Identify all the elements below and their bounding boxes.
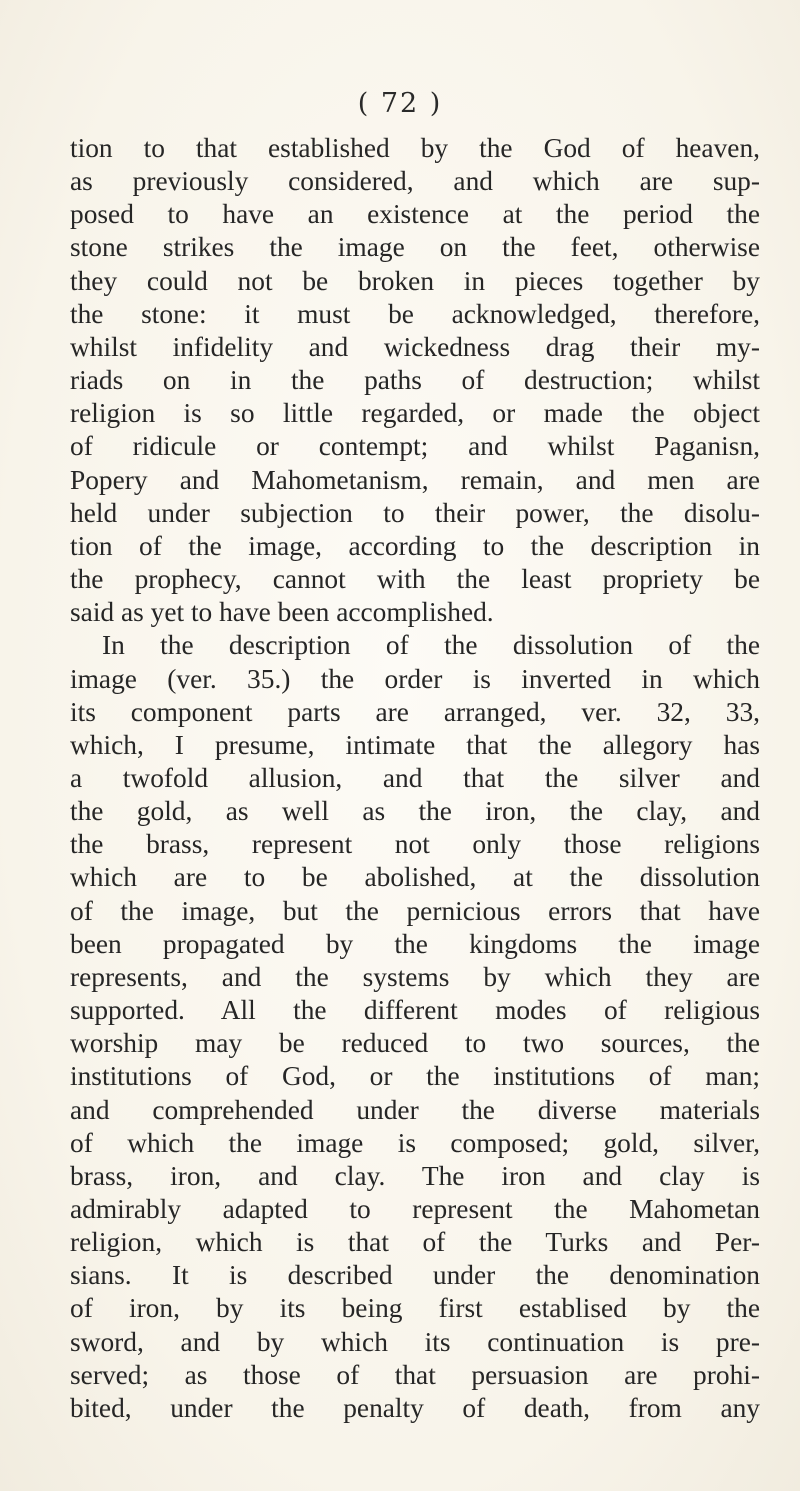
text-line: been propagated by the kingdoms the image — [70, 928, 760, 959]
text-line: and comprehended under the diverse materials — [70, 1094, 760, 1125]
text-line: image (ver. 35.) the order is inverted in which — [70, 663, 760, 694]
text-line: sians. It is described under the denomination — [70, 1260, 760, 1291]
text-line: tion of the image, according to the description in — [70, 530, 760, 561]
text-line: served; as those of that persuasion are prohi- — [70, 1359, 760, 1390]
page-body-text — [70, 132, 760, 1425]
text-line: of which the image is composed; gold, silver, — [70, 1127, 760, 1158]
text-line: of iron, by its being first establised by the — [70, 1293, 760, 1324]
text-line: of the image, but the pernicious errors that have — [70, 895, 760, 926]
text-line: brass, iron, and clay. The iron and clay is — [70, 1160, 760, 1191]
text-line: the prophecy, cannot with the least propriety be — [70, 564, 760, 595]
page-number: ( 72 ) — [357, 88, 443, 119]
text-line: tion to that established by the God of heaven, — [70, 133, 760, 163]
text-line: worship may be reduced to two sources, the — [70, 1028, 760, 1059]
text-line: the stone: it must be acknowledged, therefore, — [70, 298, 760, 329]
text-line: the gold, as well as the iron, the clay, and — [70, 796, 760, 827]
text-line: which, I presume, intimate that the allegory has — [70, 729, 760, 760]
text-line: Popery and Mahometanism, remain, and men are — [70, 464, 760, 495]
text-line: its component parts are arranged, ver. 32, 33, — [70, 696, 760, 727]
paragraph-end-line: said as yet to have been accomplished. — [70, 597, 494, 628]
text-line: sword, and by which its continuation is pre- — [70, 1326, 760, 1357]
text-line: whilst infidelity and wickedness drag their my- — [70, 331, 760, 362]
text-line: held under subjection to their power, the disolu- — [70, 497, 760, 528]
paragraph-start-line: In the description of the dissolution of the — [102, 630, 760, 661]
text-line: riads on in the paths of destruction; whilst — [70, 365, 760, 396]
text-line: institutions of God, or the institutions of man; — [70, 1061, 760, 1092]
text-line: religion is so little regarded, or made the object — [70, 398, 760, 429]
text-line: admirably adapted to represent the Mahometan — [70, 1194, 760, 1224]
text-line: bited, under the penalty of death, from any — [70, 1392, 760, 1423]
text-line: which are to be abolished, at the dissolution — [70, 862, 760, 893]
text-line: posed to have an existence at the period the — [70, 199, 760, 230]
text-line: as previously considered, and which are sup- — [70, 166, 760, 197]
text-line: stone strikes the image on the feet, otherwise — [70, 232, 760, 263]
text-line: supported. All the different modes of religious — [70, 995, 760, 1026]
text-line: they could not be broken in pieces together by — [70, 265, 760, 296]
text-line: represents, and the systems by which they are — [70, 961, 760, 992]
text-line: a twofold allusion, and that the silver and — [70, 762, 760, 793]
text-line: the brass, represent not only those religions — [70, 829, 760, 860]
text-line: of ridicule or contempt; and whilst Paganisn, — [70, 431, 760, 462]
text-line: religion, which is that of the Turks and Per- — [70, 1227, 760, 1258]
